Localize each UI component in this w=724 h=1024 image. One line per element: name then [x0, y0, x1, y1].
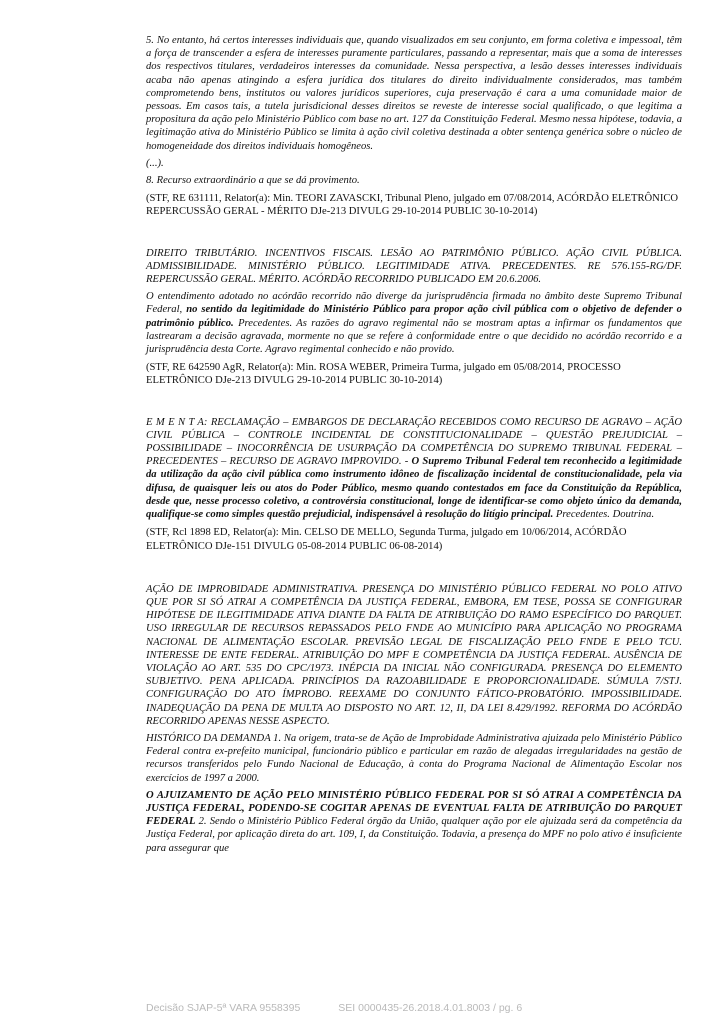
- body-text-start: O entendimento adotado no acórdão recorrido não diverge da jurisprudência firmada no âmbito deste Supremo Tribunal Federal,: [146, 291, 682, 316]
- historico-demanda: HISTÓRICO DA DEMANDA 1. Na origem, trata-se de Ação de Improbidade Administrativa ajuizada pelo Ministério Público Federal contra ex-prefeito municipal, funcionário público e particular em razão de alegadas irregularidades na gestão de recursos transferidos pelo Fundo Nacional de Educação, à conta do Programa Nacional de Alimentação Escolar nos exercícios de 1997 a 2000.: [146, 732, 682, 784]
- paragraph-5: 5. No entanto, há certos interesses individuais que, quando visualizados em seu conjunto, em forma coletiva e impessoal, têm a força de transcender a esfera de interesses puramente particulares, passando a representar, mais que a soma de interesses dos respectivos titulares, verdadeiros interesses da comunidade. Nessa perspectiva, a lesão desses interesses individuais acaba não apenas atingindo a esfera jurídica dos titulares do direito individualmente considerados, mas também comprometendo bens, institutos ou valores jurídicos superiores, cuja preservação é cara a uma comunidade maior de pessoas. Em casos tais, a tutela jurisdicional desses direitos se reveste de interesse social qualificado, o que legitima a propositura da ação pelo Ministério Público com base no art. 127 da Constituição Federal. Mesmo nessa hipótese, todavia, a legitimação ativa do Ministério Público se limita à ação civil coletiva destinada a obter sentença genérica sobre o núcleo de homogeneidade dos direitos individuais homogêneos.: [146, 35, 682, 152]
- body-text-end: Precedentes. As razões do agravo regimental não se mostram aptas a infirmar os fundamentos que lastrearam a decisão agravada, mormente no que se refere à conformidade entre o que decidido no acórdão recorrido e a jurisprudência desta Corte. Agravo regimental conhecido e não provido.: [146, 317, 682, 356]
- paragraph-8: 8. Recurso extraordinário a que se dá provimento.: [146, 175, 360, 187]
- document-body: [146, 34, 682, 855]
- ajuizamento-text: 2. Sendo o Ministério Público Federal órgão da União, qualquer ação por ele ajuizada será da competência da Justiça Federal, por aplicação direta do art. 109, I, da Constituição. Todavia, a presença do MPF no polo ativo é insuficiente para assegurar que: [146, 816, 682, 854]
- citation-re-642590: (STF, RE 642590 AgR, Relator(a): Min. ROSA WEBER, Primeira Turma, julgado em 05/08/2014, PROCESSO ELETRÔNICO DJe-213 DIVULG 29-10-2014 PUBLIC 30-10-2014): [146, 362, 621, 387]
- ajuizamento-bold: O AJUIZAMENTO DE AÇÃO PELO MINISTÉRIO PÚBLICO FEDERAL POR SI SÓ ATRAI A COMPETÊNCIA DA JUSTIÇA FEDERAL, PODENDO-SE COGITAR APENAS DE EVENTUAL FALTA DE ATRIBUIÇÃO DO PARQUET FEDERAL: [146, 789, 682, 828]
- body-text-bold: no sentido da legitimidade do Ministério Público para propor ação civil pública com o objetivo de defender o patrimônio público.: [146, 304, 682, 329]
- ementa-improbidade: AÇÃO DE IMPROBIDADE ADMINISTRATIVA. PRESENÇA DO MINISTÉRIO PÚBLICO FEDERAL NO POLO ATIVO QUE POR SI SÓ ATRAI A COMPETÊNCIA DA JUSTIÇA FEDERAL, EMBORA, EM TESE, POSSA SE CONFIGURAR HIPÓTESE DE ILEGITIMIDADE ATIVA DIANTE DA FALTA DE ATRIBUIÇÃO DO RAMO ESPECÍFICO DO PARQUET. USO IRREGULAR DE RECURSOS REPASSADOS PELO FNDE AO MUNICÍPIO PARA APLICAÇÃO NO PROGRAMA NACIONAL DE ALIMENTAÇÃO ESCOLAR. PREVISÃO LEGAL DE FISCALIZAÇÃO PELO FNDE E PELO TCU. INTERESSE DE ENTE FEDERAL. ATRIBUIÇÃO DO MPF E COMPETÊNCIA DA JUSTIÇA FEDERAL. AUSÊNCIA DE VIOLAÇÃO AO ART. 535 DO CPC/1973. INÉPCIA DA INICIAL NÃO CONFIGURADA. PRESENÇA DO ELEMENTO SUBJETIVO. PENA APLICADA. PRINCÍPIOS DA RAZOABILIDADE E PROPORCIONALIDADE. SÚMULA 7/STJ. CONFIGURAÇÃO DO ATO ÍMPROBO. REEXAME DO CONJUNTO FÁTICO-PROBATÓRIO. IMPOSSIBILIDADE. INADEQUAÇÃO DA PENA DE MULTA AO DISPOSTO NO ART. 12, II, DA LEI 8.429/1992. REFORMA DO ACÓRDÃO RECORRIDO APENAS NESSE ASPECTO.: [146, 583, 682, 727]
- citation-rcl-1898: (STF, Rcl 1898 ED, Relator(a): Min. CELSO DE MELLO, Segunda Turma, julgado em 10/06/2014, ACÓRDÃO ELETRÔNICO DJe-151 DIVULG 05-08-2014 PUBLIC 06-08-2014): [146, 527, 627, 552]
- ellipsis: (...).: [146, 157, 164, 169]
- ementa-text-start: E M E N T A: RECLAMAÇÃO – EMBARGOS DE DECLARAÇÃO RECEBIDOS COMO RECURSO DE AGRAVO – AÇÃO CIVIL PÚBLICA – CONTROLE INCIDENTAL DE CONSTITUCIONALIDADE – QUESTÃO PREJUDICIAL – POSSIBILIDADE – INOCORRÊNCIA DE USURPAÇÃO DA COMPETÊNCIA DO SUPREMO TRIBUNAL FEDERAL – PRECEDENTES – RECURSO DE AGRAVO IMPROVIDO. -: [146, 416, 682, 468]
- footer-process-page: SEI 0000435-26.2018.4.01.8003 / pg. 6: [338, 1002, 523, 1014]
- page-footer: [146, 1002, 682, 1014]
- ementa-re-642590: DIREITO TRIBUTÁRIO. INCENTIVOS FISCAIS. LESÃO AO PATRIMÔNIO PÚBLICO. AÇÃO CIVIL PÚBLICA. ADMISSIBILIDADE. MINISTÉRIO PÚBLICO. LEGITIMIDADE ATIVA. PRECEDENTES. RE 576.155-RG/DF. REPERCUSSÃO GERAL. MÉRITO. ACÓRDÃO RECORRIDO PUBLICADO EM 20.6.2006.: [146, 247, 682, 286]
- ajuizamento-paragraph: [146, 789, 682, 855]
- body-re-642590: [146, 290, 682, 356]
- citation-re-631111: (STF, RE 631111, Relator(a): Min. TEORI ZAVASCKI, Tribunal Pleno, julgado em 07/08/2014, ACÓRDÃO ELETRÔNICO REPERCUSSÃO GERAL - MÉRITO DJe-213 DIVULG 29-10-2014 PUBLIC 30-10-2014): [146, 193, 679, 218]
- footer-document-id: Decisão SJAP-5ª VARA 9558395: [146, 1002, 301, 1014]
- ementa-text-end: Precedentes. Doutrina.: [553, 509, 655, 521]
- ementa-rcl-1898: [146, 416, 682, 522]
- ementa-text-bold: O Supremo Tribunal Federal tem reconhecido a legitimidade da utilização da ação civil pública como instrumento idôneo de fiscalização incidental de constitucionalidade, pela via difusa, de quaisquer leis ou atos do Poder Público, mesmo quando contestados em face da Constituição da República, desde que, nesse processo coletivo, a controvérsia constitucional, longe de identificar-se como objeto único da demanda, qualifique-se como simples questão prejudicial, indispensável à resolução do litígio principal.: [146, 456, 682, 521]
